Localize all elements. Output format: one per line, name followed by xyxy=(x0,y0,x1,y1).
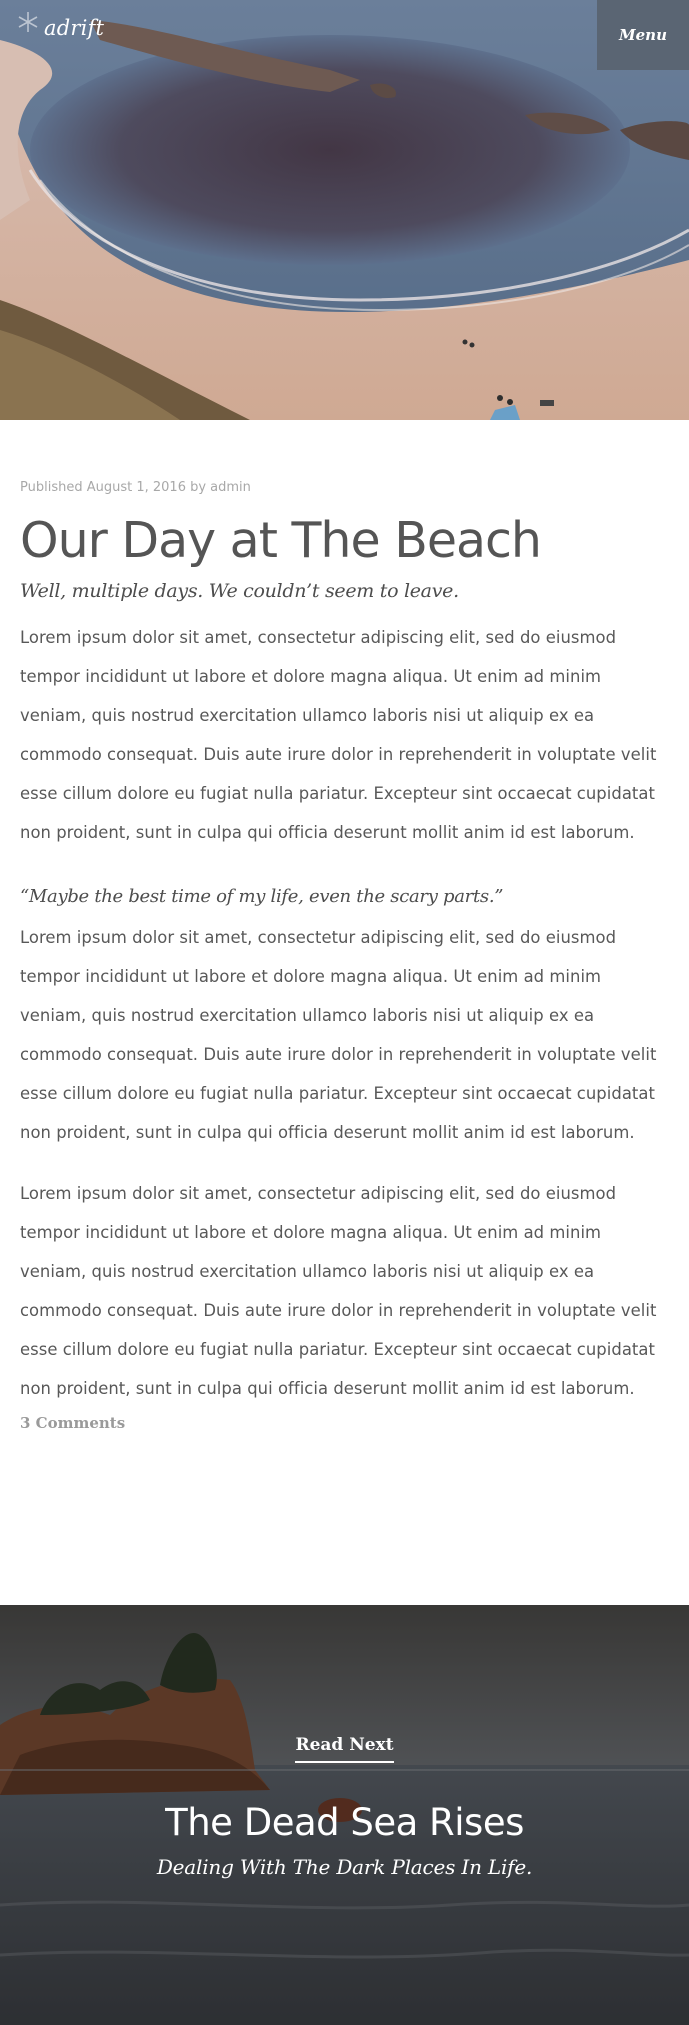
next-post-subtitle: Dealing With The Dark Places In Life. xyxy=(156,1855,533,1879)
snowflake-icon xyxy=(16,10,40,34)
brand-logo[interactable] xyxy=(20,16,104,40)
post-meta: Published August 1, 2016 by admin xyxy=(20,480,251,495)
pull-quote: “Maybe the best time of my life, even the scary parts.” xyxy=(20,886,504,907)
post-subtitle: Well, multiple days. We couldn’t seem to leave. xyxy=(20,580,459,602)
read-next-section[interactable] xyxy=(0,1605,689,2025)
paragraph-2: Lorem ipsum dolor sit amet, consectetur adipiscing elit, sed do eiusmod tempor incididunt ut labore et dolore magna aliqua. Ut enim ad minim veniam, quis nostrud exercitation ullamco laboris nisi ut aliquip ex ea commodo consequat. Duis aute irure dolor in reprehenderit in voluptate velit esse cillum dolore eu fugiat nulla pariatur. Excepteur sint occaecat cupidatat non proident, sunt in culpa qui officia deserunt mollit anim id est laborum. xyxy=(20,928,657,1142)
read-next-link[interactable]: Read Next xyxy=(295,1735,393,1763)
paragraph-1: Lorem ipsum dolor sit amet, consectetur adipiscing elit, sed do eiusmod tempor incididunt ut labore et dolore magna aliqua. Ut enim ad minim veniam, quis nostrud exercitation ullamco laboris nisi ut aliquip ex ea commodo consequat. Duis aute irure dolor in reprehenderit in voluptate velit esse cillum dolore eu fugiat nulla pariatur. Excepteur sint occaecat cupidatat non proident, sunt in culpa qui officia deserunt mollit anim id est laborum. xyxy=(20,628,657,842)
beach-photo xyxy=(0,0,689,420)
paragraph-3: Lorem ipsum dolor sit amet, consectetur adipiscing elit, sed do eiusmod tempor incididunt ut labore et dolore magna aliqua. Ut enim ad minim veniam, quis nostrud exercitation ullamco laboris nisi ut aliquip ex ea commodo consequat. Duis aute irure dolor in reprehenderit in voluptate velit esse cillum dolore eu fugiat nulla pariatur. Excepteur sint occaecat cupidatat non proident, sunt in culpa qui officia deserunt mollit anim id est laborum. xyxy=(20,1184,657,1398)
brand-name[interactable]: adrift xyxy=(44,16,105,40)
post-title: Our Day at The Beach xyxy=(20,512,541,569)
article xyxy=(20,470,670,1432)
hero-image xyxy=(0,0,689,420)
menu-button[interactable]: Menu xyxy=(597,0,689,70)
comments-link[interactable]: 3 Comments xyxy=(20,1414,126,1432)
read-next-label[interactable] xyxy=(0,1735,689,1763)
next-post-title[interactable]: The Dead Sea Rises xyxy=(165,1801,524,1844)
